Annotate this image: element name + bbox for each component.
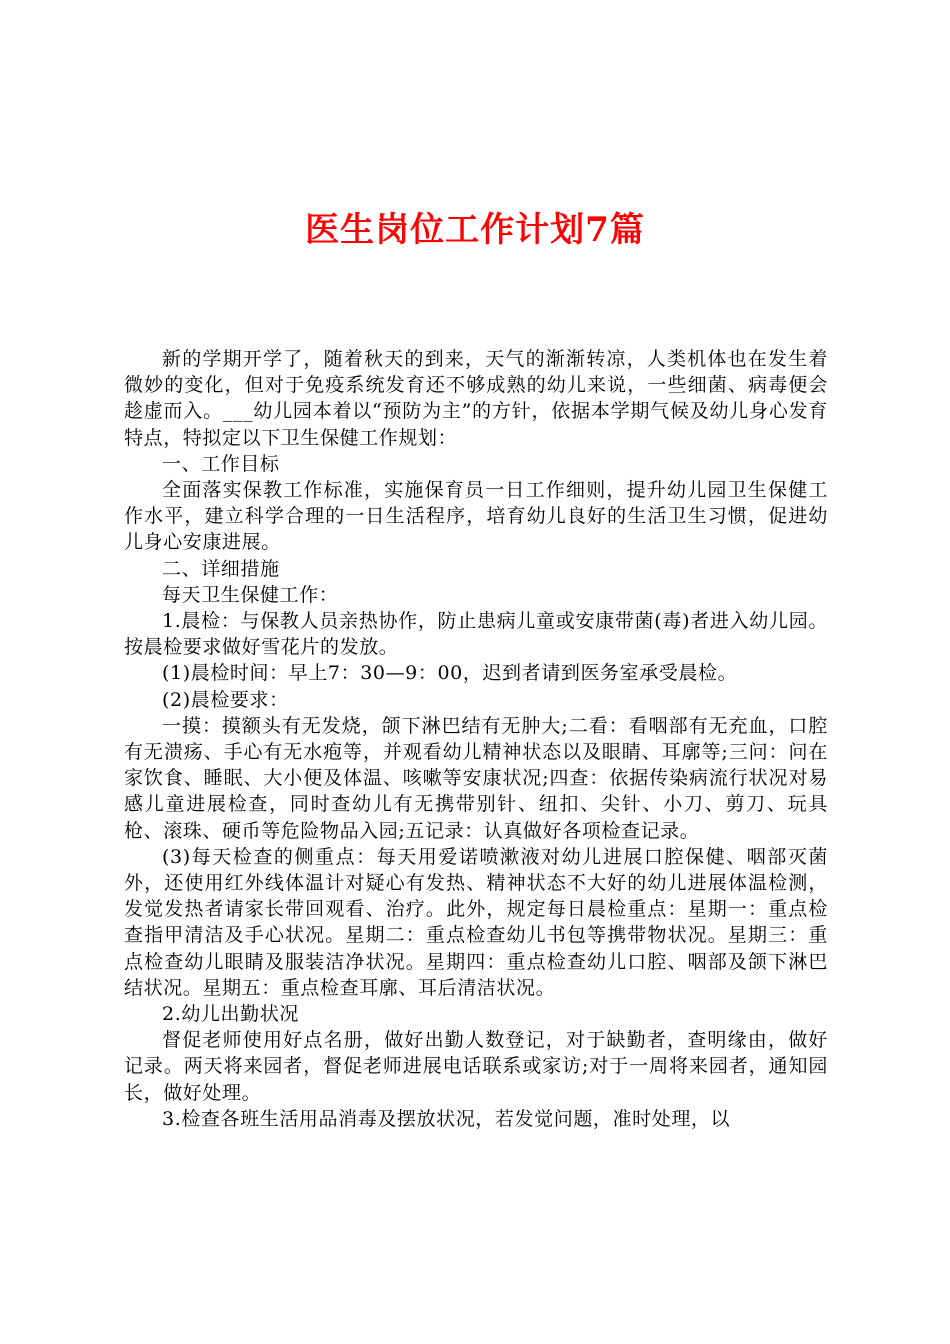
section-heading-goals: 一、工作目标 xyxy=(162,452,280,475)
document-title: 医生岗位工作计划7篇 xyxy=(305,210,645,250)
daily-check-focus: (3)每天检查的侧重点：每天用爱诺喷漱液对幼儿进展口腔保健、咽部灭菌外，还使用红外线体温计对疑心有发热、精神状态不大好的幼儿进展体温检测，发觉发热者请家长带回观看、治疗。此外，规定每日晨检重点：星期一：重点检查指甲清洁及手心状况。星期二：重点检查幼儿书包等携带物状况。星期三：重点检查幼儿眼睛及服装洁净状况。星期四：重点检查幼儿口腔、咽部及颌下淋巴结状况。星期五：重点检查耳廓、耳后清洁状况。 xyxy=(124,845,828,999)
document-body xyxy=(124,346,828,1132)
morning-check-time: (1)晨检时间：早上7：30—9：00，迟到者请到医务室承受晨检。 xyxy=(162,662,738,685)
morning-check-requirements: 一摸：摸额头有无发烧，颌下淋巴结有无肿大;二看：看咽部有无充血，口腔有无溃疡、手心有无水疱等，并观看幼儿精神状态以及眼睛、耳廓等;三问：问在家饮食、睡眠、大小便及体温、咳嗽等安康状况;四查：依据传染病流行状况对易感儿童进展检查，同时查幼儿有无携带别针、纽扣、尖针、小刀、剪刀、玩具枪、滚珠、硬币等危险物品入园;五记录：认真做好各项检查记录。 xyxy=(124,714,828,842)
daily-work-heading: 每天卫生保健工作： xyxy=(162,583,339,606)
morning-check-requirements-heading: (2)晨检要求： xyxy=(162,688,289,711)
attendance-heading: 2.幼儿出勤状况 xyxy=(162,1003,299,1026)
morning-check-paragraph: 1.晨检：与保教人员亲热协作，防止患病儿童或安康带菌(毒)者进入幼儿园。按晨检要求做好雪花片的发放。 xyxy=(124,610,828,659)
attendance-paragraph: 督促老师使用好点名册，做好出勤人数登记，对于缺勤者，查明缘由，做好记录。两天将来园者，督促老师进展电话联系或家访;对于一周将来园者，通知园长，做好处理。 xyxy=(124,1029,828,1104)
intro-paragraph: 新的学期开学了，随着秋天的到来，天气的渐渐转凉，人类机体也在发生着微妙的变化，但对于免疫系统发育还不够成熟的幼儿来说，一些细菌、病毒便会趁虚而入。___幼儿园本着以“预防为主”的方针，依据本学期气候及幼儿身心发育特点，特拟定以下卫生保健工作规划： xyxy=(124,348,828,449)
supplies-check-paragraph: 3.检查各班生活用品消毒及摆放状况，若发觉问题，准时处理，以 xyxy=(162,1107,731,1130)
section-heading-measures: 二、详细措施 xyxy=(162,557,280,580)
goals-paragraph: 全面落实保教工作标准，实施保育员一日工作细则，提升幼儿园卫生保健工作水平，建立科学合理的一日生活程序，培育幼儿良好的生活卫生习惯，促进幼儿身心安康进展。 xyxy=(124,479,828,554)
